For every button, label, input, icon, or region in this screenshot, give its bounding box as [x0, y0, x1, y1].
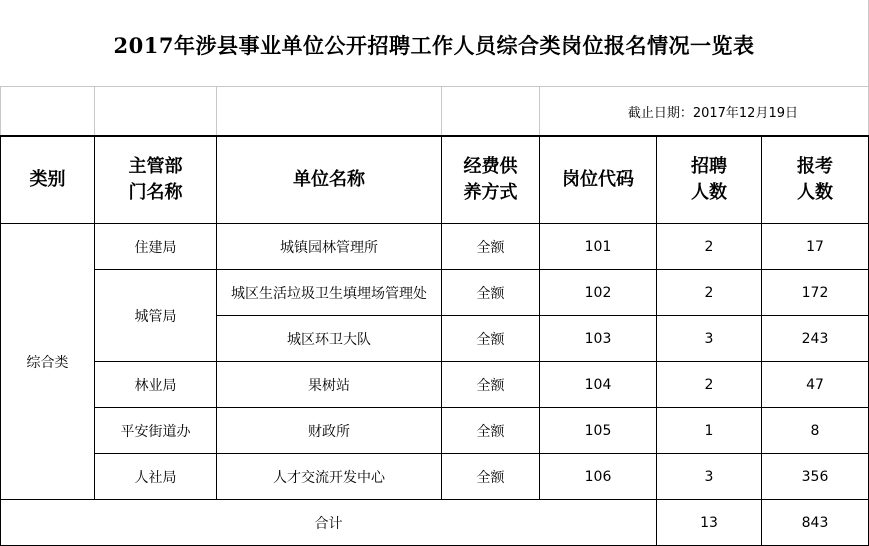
header-apply-count: 报考 人数 — [762, 136, 869, 224]
header-category: 类别 — [1, 136, 95, 224]
page-title: 2017年涉县事业单位公开招聘工作人员综合类岗位报名情况一览表 — [113, 33, 755, 58]
header-row — [1, 136, 869, 224]
table-row — [1, 270, 869, 316]
unit-cell: 人才交流开发中心 — [217, 454, 442, 500]
registration-table — [0, 86, 869, 546]
header-unit: 单位名称 — [217, 136, 442, 224]
unit-cell: 财政所 — [217, 408, 442, 454]
unit-cell: 城区生活垃圾卫生填埋场管理处 — [217, 270, 442, 316]
hire-cell: 2 — [657, 362, 762, 408]
dept-cell: 平安街道办 — [95, 408, 217, 454]
title-area — [0, 0, 869, 86]
unit-cell: 城区环卫大队 — [217, 316, 442, 362]
hire-cell: 3 — [657, 316, 762, 362]
table-row — [1, 224, 869, 270]
deadline-text: 截止日期：2017年12月19日 — [540, 87, 869, 137]
header-dept: 主管部 门名称 — [95, 136, 217, 224]
hire-cell: 3 — [657, 454, 762, 500]
code-cell: 104 — [540, 362, 657, 408]
code-cell: 102 — [540, 270, 657, 316]
header-code: 岗位代码 — [540, 136, 657, 224]
unit-cell: 果树站 — [217, 362, 442, 408]
table-row — [1, 408, 869, 454]
dept-cell: 城管局 — [95, 270, 217, 362]
hire-cell: 2 — [657, 270, 762, 316]
code-cell: 106 — [540, 454, 657, 500]
total-apply-cell: 843 — [762, 500, 869, 546]
category-cell: 综合类 — [1, 224, 95, 500]
date-row — [1, 87, 869, 137]
funding-cell: 全额 — [442, 362, 540, 408]
unit-cell: 城镇园林管理所 — [217, 224, 442, 270]
funding-cell: 全额 — [442, 454, 540, 500]
funding-cell: 全额 — [442, 316, 540, 362]
header-funding: 经费供 养方式 — [442, 136, 540, 224]
dept-cell: 林业局 — [95, 362, 217, 408]
apply-cell: 47 — [762, 362, 869, 408]
table-row — [1, 454, 869, 500]
code-cell: 101 — [540, 224, 657, 270]
apply-cell: 17 — [762, 224, 869, 270]
funding-cell: 全额 — [442, 224, 540, 270]
hire-cell: 1 — [657, 408, 762, 454]
funding-cell: 全额 — [442, 270, 540, 316]
apply-cell: 243 — [762, 316, 869, 362]
hire-cell: 2 — [657, 224, 762, 270]
funding-cell: 全额 — [442, 408, 540, 454]
table-row — [1, 362, 869, 408]
apply-cell: 172 — [762, 270, 869, 316]
header-hire-count: 招聘 人数 — [657, 136, 762, 224]
apply-cell: 8 — [762, 408, 869, 454]
code-cell: 103 — [540, 316, 657, 362]
apply-cell: 356 — [762, 454, 869, 500]
code-cell: 105 — [540, 408, 657, 454]
total-row — [1, 500, 869, 546]
total-hire-cell: 13 — [657, 500, 762, 546]
total-label: 合计 — [1, 500, 657, 546]
dept-cell: 人社局 — [95, 454, 217, 500]
dept-cell: 住建局 — [95, 224, 217, 270]
